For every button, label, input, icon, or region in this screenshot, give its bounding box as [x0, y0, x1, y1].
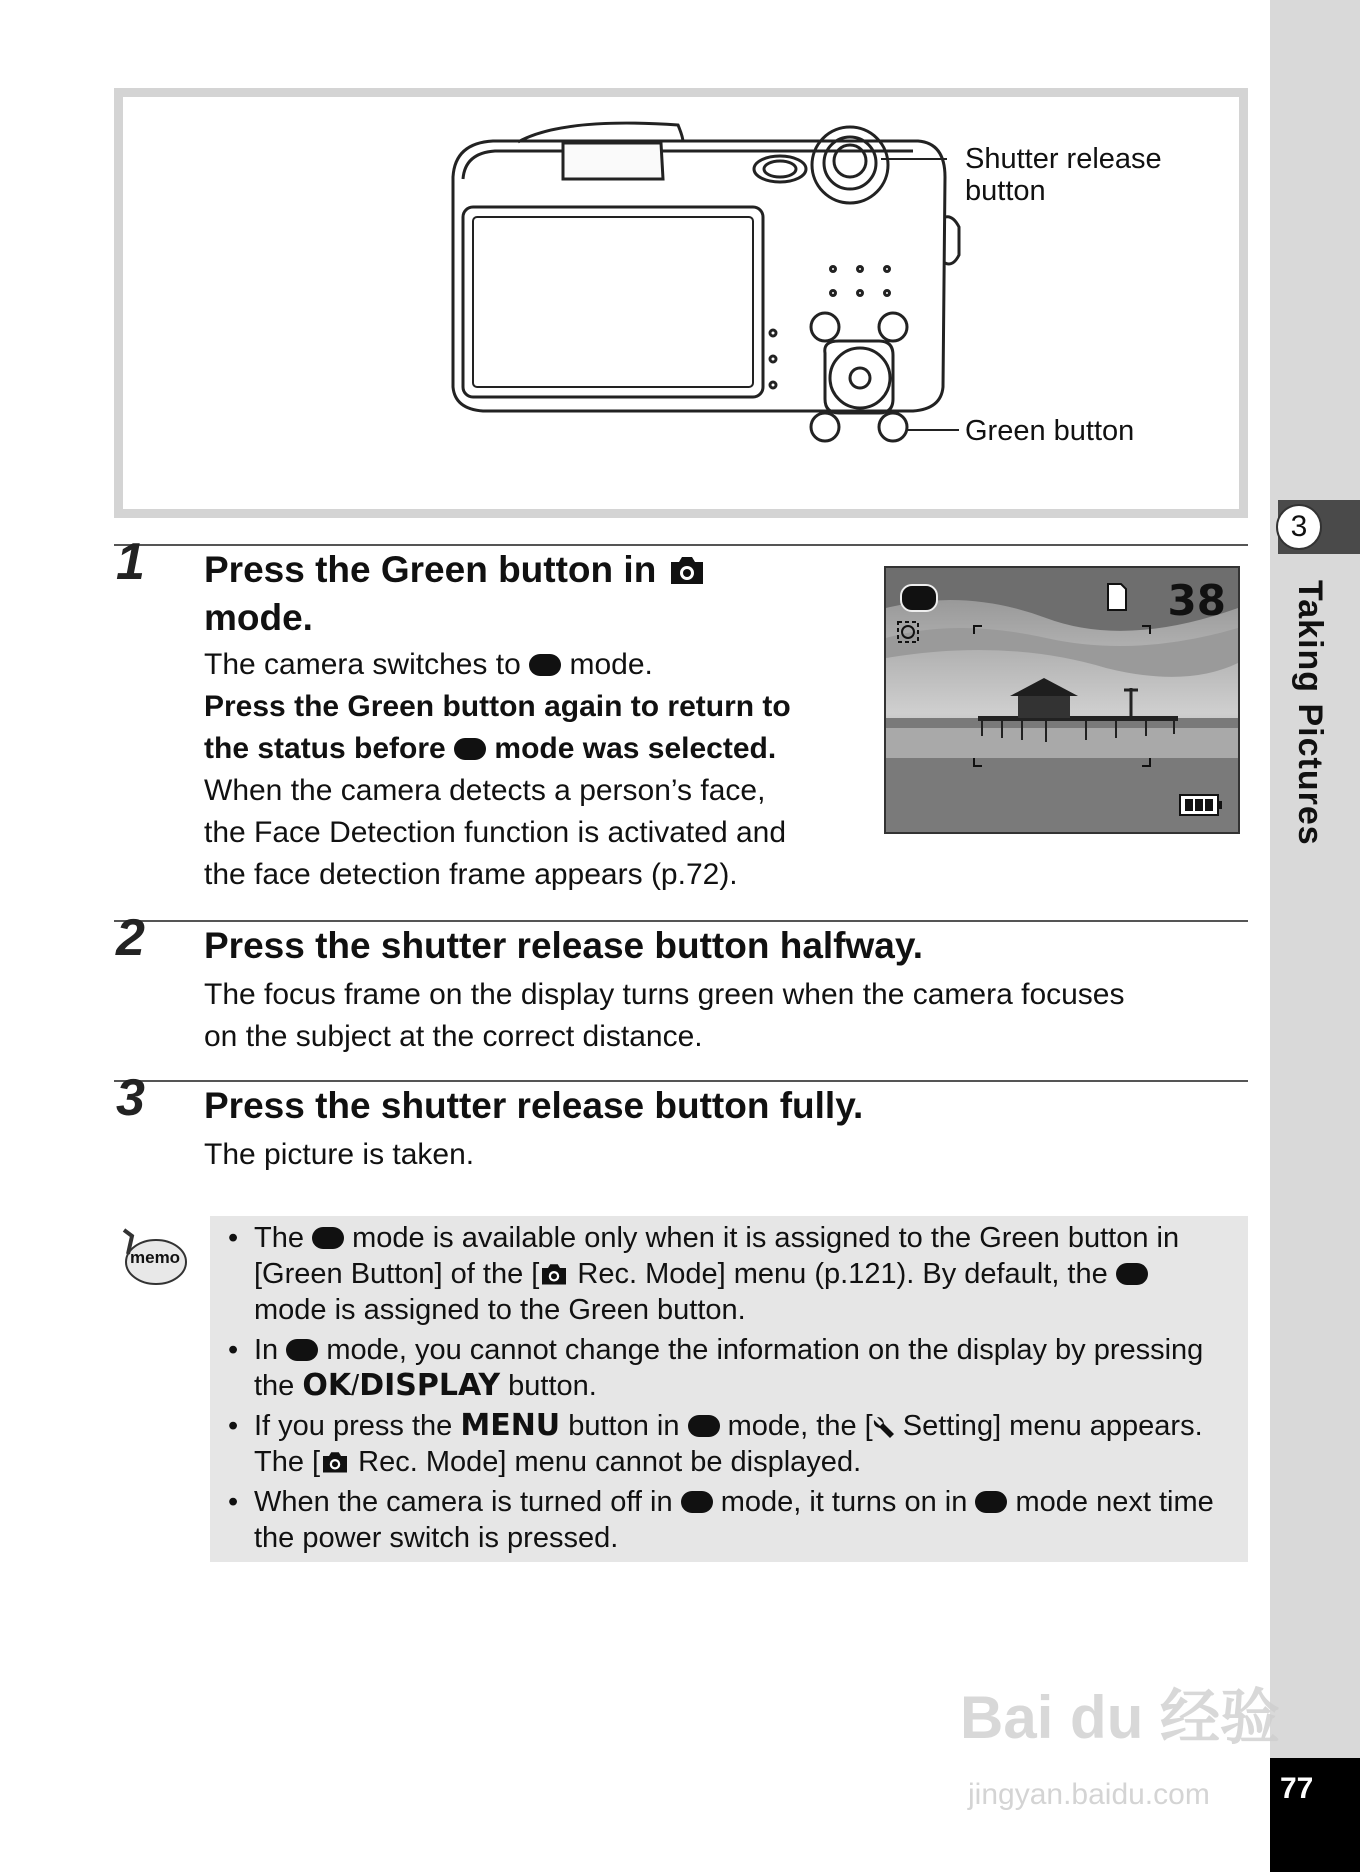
text: Rec. Mode] menu (p.121). By default, the	[577, 1258, 1108, 1290]
camera-mode-icon	[667, 554, 707, 586]
green-button-callout: Green button	[965, 415, 1135, 447]
body-line: the face detection frame appears (p.72).	[204, 858, 738, 891]
text: When the camera is turned off in	[254, 1486, 673, 1518]
green-mode-icon	[688, 1415, 720, 1437]
step-1-body	[204, 644, 864, 896]
green-mode-icon	[454, 738, 486, 760]
text: mode is available only when it is assigned to the Green button in [Green Button] of the [	[254, 1222, 1180, 1290]
memo-item	[254, 1220, 1228, 1328]
step-3-body	[204, 1134, 1244, 1176]
memo-icon	[118, 1226, 188, 1293]
body-line	[204, 728, 864, 770]
chapter-title: Taking Pictures	[1291, 580, 1329, 846]
camera-mode-icon	[320, 1449, 350, 1475]
shots-remaining: 38	[1167, 576, 1226, 625]
step-title-text: Press the Green button in	[204, 549, 657, 590]
shutter-release-callout	[965, 143, 1162, 207]
camera-illustration-frame	[114, 88, 1248, 518]
memo-box	[210, 1216, 1248, 1562]
camera-mode-icon	[539, 1261, 569, 1287]
page-number: 77	[1280, 1772, 1314, 1805]
text: /	[351, 1370, 360, 1402]
text: button in	[568, 1410, 680, 1442]
body-line: the Face Detection function is activated and	[204, 816, 787, 849]
text: The camera switches to	[204, 648, 521, 681]
text: the status before	[204, 732, 446, 765]
face-detect-icon	[896, 620, 920, 644]
watermark-url: jingyan.baidu.com	[968, 1778, 1210, 1811]
green-mode-icon	[900, 584, 938, 612]
body-line: The focus frame on the display turns green when the camera focuses	[204, 978, 1125, 1011]
text: mode, you cannot change the information on the display by pressing the	[254, 1334, 1204, 1402]
green-mode-icon	[681, 1491, 713, 1513]
text: Rec. Mode] menu cannot be displayed.	[358, 1446, 862, 1478]
ok-key-label: OK	[302, 1368, 352, 1403]
text: button.	[508, 1370, 597, 1402]
green-mode-icon	[1116, 1263, 1148, 1285]
step-number: 1	[116, 533, 145, 591]
chapter-number: 3	[1276, 504, 1322, 550]
memo-item	[254, 1408, 1228, 1480]
chapter-side-tab	[1270, 0, 1360, 1872]
step-title: Press the shutter release button fully.	[204, 1085, 864, 1126]
memo-item	[254, 1332, 1228, 1404]
step-title-text: mode.	[204, 597, 313, 638]
body-line: The picture is taken.	[204, 1138, 475, 1171]
memo-item	[254, 1484, 1228, 1556]
text: In	[254, 1334, 279, 1366]
text: The	[254, 1222, 304, 1254]
display-key-label: DISPLAY	[359, 1368, 501, 1403]
green-mode-icon	[529, 654, 561, 676]
text: Press the Green button again to return to	[204, 690, 791, 723]
text: If you press the	[254, 1410, 453, 1442]
step-number: 2	[116, 909, 145, 967]
text: mode next time the power switch is pressed.	[254, 1486, 1214, 1554]
step-title: Press the shutter release button halfway.	[204, 925, 923, 966]
sd-card-icon	[1106, 582, 1128, 612]
body-line: on the subject at the correct distance.	[204, 1020, 703, 1053]
text: mode, the [	[727, 1410, 873, 1442]
text: mode was selected.	[494, 732, 777, 765]
text: mode is assigned to the Green button.	[254, 1294, 746, 1326]
lcd-preview	[884, 566, 1240, 834]
body-line: When the camera detects a person’s face,	[204, 774, 766, 807]
memo-list	[210, 1216, 1248, 1556]
menu-key-label: MENU	[460, 1408, 561, 1443]
step-2-body	[204, 974, 1244, 1058]
battery-icon	[1178, 792, 1224, 818]
green-mode-icon	[286, 1339, 318, 1361]
green-mode-icon	[975, 1491, 1007, 1513]
body-line	[204, 644, 864, 686]
text: Setting] menu appears. The [	[254, 1410, 1203, 1478]
memo-icon-label: memo	[130, 1248, 181, 1267]
callout-line: button	[965, 175, 1046, 207]
text: mode, it turns on in	[720, 1486, 968, 1518]
callout-line: Shutter release	[965, 143, 1162, 175]
step-title	[204, 546, 707, 642]
wrench-icon	[873, 1415, 895, 1439]
body-line	[204, 686, 864, 728]
green-mode-icon	[312, 1227, 344, 1249]
step-number: 3	[116, 1069, 145, 1127]
watermark-logo: Bai du 经验	[960, 1684, 1281, 1751]
text: mode.	[569, 648, 653, 681]
